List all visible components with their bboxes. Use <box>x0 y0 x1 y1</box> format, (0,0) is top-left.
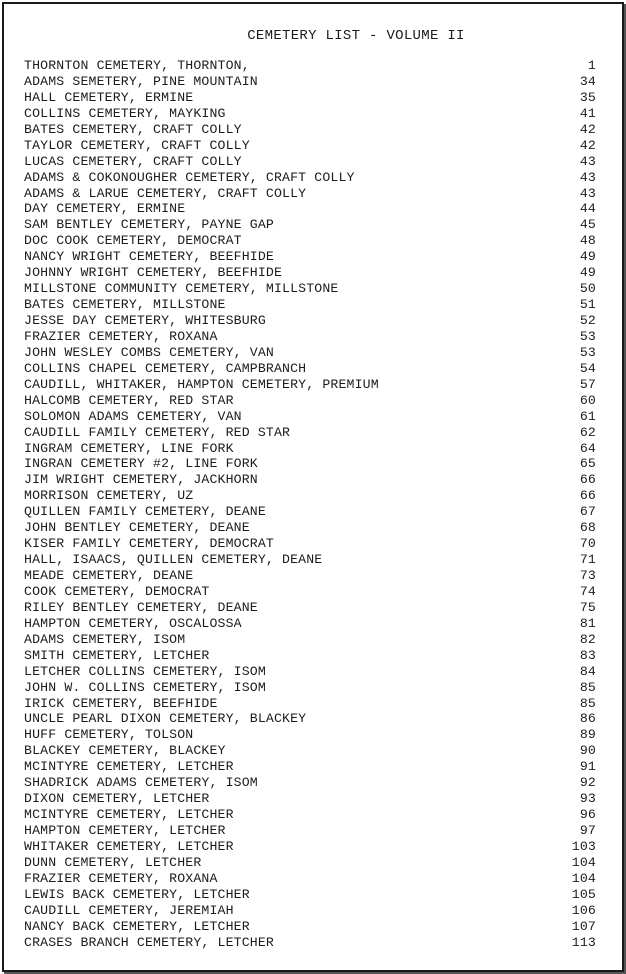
page-number: 84 <box>579 663 596 679</box>
cemetery-name: QUILLEN FAMILY CEMETERY, DEANE <box>24 504 266 520</box>
page-number: 105 <box>571 886 596 902</box>
page-number: 68 <box>579 520 596 536</box>
list-item <box>24 106 596 122</box>
list-item <box>24 281 596 297</box>
page-number: 43 <box>579 185 596 201</box>
cemetery-name: WHITAKER CEMETERY, LETCHER <box>24 838 234 854</box>
list-item <box>24 680 596 696</box>
cemetery-name: JOHNNY WRIGHT CEMETERY, BEEFHIDE <box>24 265 283 281</box>
cemetery-name: DUNN CEMETERY, LETCHER <box>24 854 202 870</box>
list-item <box>24 935 596 951</box>
page-number: 61 <box>579 408 596 424</box>
cemetery-name: DAY CEMETERY, ERMINE <box>24 201 186 217</box>
cemetery-name: INGRAN CEMETERY #2, LINE FORK <box>24 456 258 472</box>
cemetery-name: CAUDILL, WHITAKER, HAMPTON CEMETERY, PREMIUM <box>24 376 379 392</box>
list-item <box>24 568 596 584</box>
page-number: 67 <box>579 504 596 520</box>
page-number: 91 <box>579 759 596 775</box>
cemetery-name: MCINTYRE CEMETERY, LETCHER <box>24 807 234 823</box>
page-number: 104 <box>571 854 596 870</box>
cemetery-name: SOLOMON ADAMS CEMETERY, VAN <box>24 408 242 424</box>
page-number: 65 <box>579 456 596 472</box>
cemetery-name: ADAMS & COKONOUGHER CEMETERY, CRAFT COLLY <box>24 169 355 185</box>
page-number: 92 <box>579 775 596 791</box>
page-number: 1 <box>587 58 596 73</box>
cemetery-name: INGRAM CEMETERY, LINE FORK <box>24 440 234 456</box>
list-item <box>24 711 596 727</box>
list-item <box>24 170 596 186</box>
list-item <box>24 217 596 233</box>
cemetery-name: JIM WRIGHT CEMETERY, JACKHORN <box>24 472 258 488</box>
cemetery-name: DOC COOK CEMETERY, DEMOCRAT <box>24 233 242 249</box>
page-number: 62 <box>579 424 596 440</box>
list-item <box>24 90 596 106</box>
page-number: 35 <box>579 89 596 105</box>
page-number: 52 <box>579 313 596 328</box>
page-number: 83 <box>579 647 596 663</box>
cemetery-name: SMITH CEMETERY, LETCHER <box>24 647 210 663</box>
page-number: 57 <box>579 376 596 392</box>
cemetery-name: TAYLOR CEMETERY, CRAFT COLLY <box>24 137 250 153</box>
list-item <box>24 823 596 839</box>
page-number: 53 <box>579 344 596 360</box>
cemetery-name: BATES CEMETERY, MILLSTONE <box>24 297 226 313</box>
list-item <box>24 233 596 249</box>
cemetery-name: CRASES BRANCH CEMETERY, LETCHER <box>24 934 274 950</box>
page-number: 103 <box>571 838 596 854</box>
page-number: 45 <box>579 217 596 233</box>
page-number: 107 <box>571 918 596 934</box>
page-number: 66 <box>579 488 596 504</box>
cemetery-name: BLACKEY CEMETERY, BLACKEY <box>24 743 226 759</box>
list-item <box>24 329 596 345</box>
cemetery-name: ADAMS CEMETERY, ISOM <box>24 631 186 647</box>
list-item <box>24 664 596 680</box>
cemetery-name: COOK CEMETERY, DEMOCRAT <box>24 583 210 599</box>
list-item <box>24 839 596 855</box>
page-number: 50 <box>579 281 596 297</box>
list-item <box>24 122 596 138</box>
list-item <box>24 488 596 504</box>
page-number: 90 <box>579 743 596 759</box>
page-number: 82 <box>579 631 596 647</box>
cemetery-name: JOHN BENTLEY CEMETERY, DEANE <box>24 520 250 536</box>
cemetery-name: BATES CEMETERY, CRAFT COLLY <box>24 121 242 137</box>
document-page <box>2 2 624 972</box>
cemetery-name: MCINTYRE CEMETERY, LETCHER <box>24 759 234 775</box>
list-item <box>24 919 596 935</box>
page-number: 113 <box>571 934 596 950</box>
page-number: 93 <box>579 791 596 807</box>
cemetery-name: RILEY BENTLEY CEMETERY, DEANE <box>24 599 258 615</box>
list-item <box>24 313 596 329</box>
cemetery-name: MEADE CEMETERY, DEANE <box>24 568 194 583</box>
cemetery-name: LUCAS CEMETERY, CRAFT COLLY <box>24 153 242 169</box>
cemetery-name: HALCOMB CEMETERY, RED STAR <box>24 392 234 408</box>
list-item <box>24 584 596 600</box>
page-number: 74 <box>579 583 596 599</box>
cemetery-name: SHADRICK ADAMS CEMETERY, ISOM <box>24 775 258 791</box>
page-number: 60 <box>579 392 596 408</box>
page-number: 43 <box>579 153 596 169</box>
list-item <box>24 58 596 74</box>
page-number: 75 <box>579 599 596 615</box>
page-number: 81 <box>579 615 596 631</box>
page-number: 51 <box>579 297 596 313</box>
page-number: 53 <box>579 328 596 344</box>
cemetery-name: ADAMS & LARUE CEMETERY, CRAFT COLLY <box>24 185 307 201</box>
list-item <box>24 696 596 712</box>
page-number: 96 <box>579 807 596 823</box>
page-number: 85 <box>579 695 596 711</box>
cemetery-name: JESSE DAY CEMETERY, WHITESBURG <box>24 313 266 328</box>
list-item <box>24 138 596 154</box>
list-item <box>24 74 596 90</box>
cemetery-name: FRAZIER CEMETERY, ROXANA <box>24 870 218 886</box>
page-number: 73 <box>579 568 596 583</box>
cemetery-name: COLLINS CHAPEL CEMETERY, CAMPBRANCH <box>24 360 307 376</box>
cemetery-name: SAM BENTLEY CEMETERY, PAYNE GAP <box>24 217 274 233</box>
cemetery-name: HAMPTON CEMETERY, OSCALOSSA <box>24 615 242 631</box>
page-number: 43 <box>579 169 596 185</box>
list-item <box>24 504 596 520</box>
cemetery-name: UNCLE PEARL DIXON CEMETERY, BLACKEY <box>24 711 307 727</box>
list-item <box>24 791 596 807</box>
page-number: 41 <box>579 105 596 121</box>
cemetery-name: FRAZIER CEMETERY, ROXANA <box>24 328 218 344</box>
page-number: 97 <box>579 823 596 838</box>
cemetery-name: KISER FAMILY CEMETERY, DEMOCRAT <box>24 536 274 552</box>
list-item <box>24 871 596 887</box>
list-item <box>24 472 596 488</box>
page-number: 54 <box>579 360 596 376</box>
cemetery-name: JOHN WESLEY COMBS CEMETERY, VAN <box>24 344 274 360</box>
cemetery-name: ADAMS SEMETERY, PINE MOUNTAIN <box>24 73 258 89</box>
list-item <box>24 297 596 313</box>
list-item <box>24 520 596 536</box>
cemetery-name: DIXON CEMETERY, LETCHER <box>24 791 210 807</box>
cemetery-name: MILLSTONE COMMUNITY CEMETERY, MILLSTONE <box>24 281 339 297</box>
cemetery-name: NANCY WRIGHT CEMETERY, BEEFHIDE <box>24 249 274 265</box>
list-item <box>24 393 596 409</box>
page-number: 106 <box>571 902 596 918</box>
list-item <box>24 600 596 616</box>
page-number: 104 <box>571 870 596 886</box>
list-item <box>24 249 596 265</box>
list-item <box>24 632 596 648</box>
list-item <box>24 727 596 743</box>
list-item <box>24 345 596 361</box>
list-item <box>24 265 596 281</box>
cemetery-list <box>24 58 596 951</box>
cemetery-name: LETCHER COLLINS CEMETERY, ISOM <box>24 663 266 679</box>
cemetery-name: THORNTON CEMETERY, THORNTON, <box>24 58 250 73</box>
list-item <box>24 441 596 457</box>
cemetery-name: HAMPTON CEMETERY, LETCHER <box>24 823 226 838</box>
list-item <box>24 759 596 775</box>
list-item <box>24 743 596 759</box>
page-number: 34 <box>579 73 596 89</box>
cemetery-name: MORRISON CEMETERY, UZ <box>24 488 194 504</box>
page-number: 64 <box>579 440 596 456</box>
list-item <box>24 361 596 377</box>
list-item <box>24 377 596 393</box>
list-item <box>24 186 596 202</box>
list-item <box>24 201 596 217</box>
cemetery-name: CAUDILL CEMETERY, JEREMIAH <box>24 902 234 918</box>
list-item <box>24 887 596 903</box>
cemetery-name: JOHN W. COLLINS CEMETERY, ISOM <box>24 679 266 695</box>
list-item <box>24 409 596 425</box>
page-number: 66 <box>579 472 596 488</box>
page-number: 85 <box>579 679 596 695</box>
page-title: CEMETERY LIST - VOLUME II <box>247 28 465 44</box>
cemetery-name: CAUDILL FAMILY CEMETERY, RED STAR <box>24 424 291 440</box>
page-number: 86 <box>579 711 596 727</box>
list-item <box>24 616 596 632</box>
page-number: 70 <box>579 536 596 552</box>
list-item <box>24 903 596 919</box>
cemetery-name: COLLINS CEMETERY, MAYKING <box>24 105 226 121</box>
list-item <box>24 648 596 664</box>
cemetery-name: LEWIS BACK CEMETERY, LETCHER <box>24 886 250 902</box>
page-number: 44 <box>579 201 596 217</box>
page-number: 48 <box>579 233 596 249</box>
list-item <box>24 536 596 552</box>
cemetery-name: HALL CEMETERY, ERMINE <box>24 89 194 105</box>
list-item <box>24 855 596 871</box>
page-number: 89 <box>579 727 596 743</box>
page-number: 49 <box>579 249 596 265</box>
page-number: 42 <box>579 137 596 153</box>
list-item <box>24 807 596 823</box>
cemetery-name: NANCY BACK CEMETERY, LETCHER <box>24 918 250 934</box>
cemetery-name: HALL, ISAACS, QUILLEN CEMETERY, DEANE <box>24 552 323 568</box>
cemetery-name: HUFF CEMETERY, TOLSON <box>24 727 194 743</box>
list-item <box>24 456 596 472</box>
list-item <box>24 154 596 170</box>
page-number: 49 <box>579 265 596 281</box>
cemetery-name: IRICK CEMETERY, BEEFHIDE <box>24 695 218 711</box>
page-number: 71 <box>579 552 596 568</box>
list-item <box>24 552 596 568</box>
list-item <box>24 425 596 441</box>
page-number: 42 <box>579 121 596 137</box>
list-item <box>24 775 596 791</box>
